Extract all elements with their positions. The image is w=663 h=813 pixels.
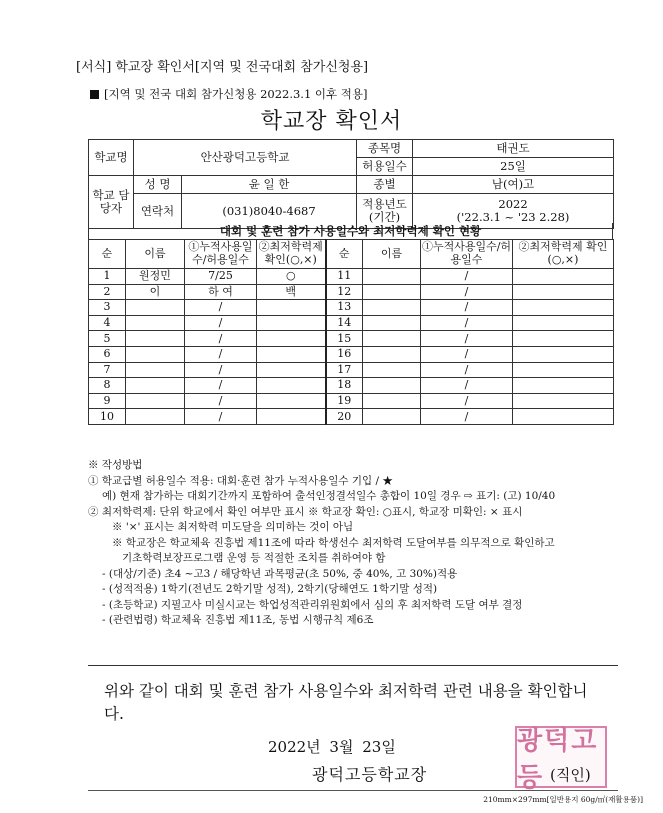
usage-list-table [88,239,614,425]
issue-date: 2022년 3월 23일 [268,738,396,756]
row-name: 원정민 [126,269,185,285]
school-signature: 광덕고등학교장 [312,765,428,784]
row-no: 7 [89,362,126,378]
row-check [513,362,614,378]
row-name [363,378,421,394]
col-no-header: 순 [89,240,126,269]
row-no: 12 [326,284,363,300]
row-check [513,315,614,331]
row-no: 3 [89,300,126,316]
row-check [513,331,614,347]
row-days: / [421,300,513,316]
table-row [89,315,614,331]
confirm-text: 위와 같이 대회 및 훈련 참가 사용일수와 최저학력 관련 내용을 확인합니다. [104,682,588,723]
row-name [363,300,421,316]
col-check-header: ②최저학력제 확인(○,×) [257,240,326,269]
row-days: / [421,284,513,300]
row-days: / [421,331,513,347]
method-line: 예) 현재 참가하는 대회기간까지 포함하여 출석인정결석일수 총합이 10일 경우 ⇨ 표기: (고) 10/40 [102,490,556,502]
method-line: - (대상/기준) 초4 ~고3 / 해당학년 과목평균(초 50%, 중 40%, 고 30%)적용 [102,567,458,580]
row-check [513,393,614,409]
row-days: / [421,346,513,362]
row-no: 10 [89,409,126,425]
method-line: ② 최저학력제: 단위 학교에서 확인 여부만 표시 ※ 학교장 확인: ○표시, 학교장 미확인: × 표시 [88,505,523,518]
contact-label: 학교 담당자 [89,176,134,229]
notice [90,86,368,102]
method-line: - (성적적용) 1학기(전년도 2학기말 성적), 2학기(당해연도 1학기말 성적) [102,583,438,595]
notice-text: [지역 및 전국 대회 참가신청용 2022.3.1 이후 적용] [104,87,368,101]
phone-value: (031)8040-4687 [182,194,357,229]
row-name [126,346,185,362]
row-name [363,315,421,331]
table-row [89,409,614,425]
row-no: 2 [89,284,126,300]
row-check [257,409,326,425]
list-header: 대회 및 훈련 참가 사용일수와 최저학력제 확인 현황 [88,223,613,239]
row-check: 백 [257,284,326,300]
row-days: / [185,346,257,362]
table-row [89,393,614,409]
row-days: 7/25 [185,269,257,285]
row-no: 1 [89,269,126,285]
row-name [126,409,185,425]
row-days: / [185,393,257,409]
seal-label: (직인) [550,766,591,784]
footer-divider [88,790,618,791]
row-no: 18 [326,378,363,394]
row-check [513,269,614,285]
row-no: 8 [89,378,126,394]
period-value: ('22.3.1 ~ '23 2.28) [456,210,570,224]
table-row [89,300,614,316]
row-name: 이 [126,284,185,300]
paper-spec-footer: 210mm×297mm[일반용지 60g/㎡(재활용품)] [483,795,643,804]
row-name [363,393,421,409]
row-name [363,362,421,378]
row-days: / [421,393,513,409]
row-check [257,315,326,331]
row-name [126,315,185,331]
col-check-header: ②최저학력제 확인(○,×) [513,240,614,269]
row-check [513,409,614,425]
row-check [257,300,326,316]
info-table [88,139,614,229]
row-days: / [185,300,257,316]
col-days-header: ①누적사용일수/허용일수 [185,240,257,269]
row-name [363,409,421,425]
event-value: 태권도 [413,140,614,158]
row-check [513,378,614,394]
row-days: / [421,409,513,425]
row-days: 하 여 [185,284,257,300]
col-name-header: 이름 [126,240,185,269]
person-name: 윤 일 한 [182,176,357,194]
row-days: / [185,378,257,394]
row-no: 5 [89,331,126,347]
row-check [257,362,326,378]
row-days: / [421,362,513,378]
row-no: 11 [326,269,363,285]
grade-value: 남(여)고 [413,176,614,194]
row-name [363,284,421,300]
year-value: 2022 [498,197,528,212]
row-check [513,300,614,316]
row-days: / [185,409,257,425]
writing-method [88,458,628,629]
phone-label: 연락처 [134,194,182,229]
row-no: 14 [326,315,363,331]
table-row [89,331,614,347]
person-name-label: 성 명 [134,176,182,194]
row-no: 19 [326,393,363,409]
method-line: - (초등학교) 지필고사 미실시교는 학업성적관리위원회에서 심의 후 최저학력 도달 여부 결정 [102,598,523,611]
row-name [363,331,421,347]
row-check: ○ [257,269,326,285]
table-row [89,378,614,394]
row-check [257,331,326,347]
row-name [126,393,185,409]
col-no-header: 순 [326,240,363,269]
row-no: 20 [326,409,363,425]
row-days: / [421,269,513,285]
row-name [126,300,185,316]
row-days: / [421,378,513,394]
row-check [257,393,326,409]
row-no: 15 [326,331,363,347]
method-line: - (관련법령) 학교체육 진흥법 제11조, 동법 시행규칙 제6조 [102,614,374,626]
row-check [257,378,326,394]
table-row [89,346,614,362]
row-days: / [185,315,257,331]
row-name [363,269,421,285]
method-line: 기초학력보장프로그램 운영 등 적절한 조치를 취하여야 함 [122,552,386,564]
row-name [126,331,185,347]
school-name-label: 학교명 [89,140,134,176]
row-days: / [185,331,257,347]
row-days: / [421,315,513,331]
row-no: 16 [326,346,363,362]
row-no: 4 [89,315,126,331]
year-label: 적용년도 (기간) [357,194,413,229]
square-bullet-icon [90,90,99,99]
row-no: 17 [326,362,363,378]
allowed-days-value: 25일 [413,158,614,176]
school-name: 안산광덕고등학교 [134,140,357,176]
method-line: ※ 학교장은 학교체육 진흥법 제11조에 따라 학생선수 최저학력 도달여부를 의무적으로 확인하고 [112,536,555,549]
row-check [257,346,326,362]
row-days: / [185,362,257,378]
event-label: 종목명 [357,140,413,158]
row-name [126,378,185,394]
row-check [513,284,614,300]
method-title: ※ 작성방법 [88,459,143,471]
form-label: [서식] 학교장 확인서[지역 및 전국대회 참가신청용] [76,60,369,75]
row-no: 13 [326,300,363,316]
grade-label: 종별 [357,176,413,194]
method-line: ① 학교급별 허용일수 적용: 대회·훈련 참가 누적사용일수 기입 / ★ [88,474,393,487]
seal-text: 광덕고등 [517,726,599,793]
row-check [513,346,614,362]
divider [88,665,618,666]
table-row [89,362,614,378]
row-no: 9 [89,393,126,409]
row-name [126,362,185,378]
table-row [89,269,614,285]
document-title: 학교장 확인서 [260,109,403,134]
row-no: 6 [89,346,126,362]
table-row [89,284,614,300]
col-name-header: 이름 [363,240,421,269]
method-line: ※ '×' 표시는 최저학력 미도달을 의미하는 것이 아님 [112,521,354,533]
col-days-header: ①누적사용일수/허용일수 [421,240,513,269]
allowed-days-label: 허용일수 [357,158,413,176]
row-name [363,346,421,362]
